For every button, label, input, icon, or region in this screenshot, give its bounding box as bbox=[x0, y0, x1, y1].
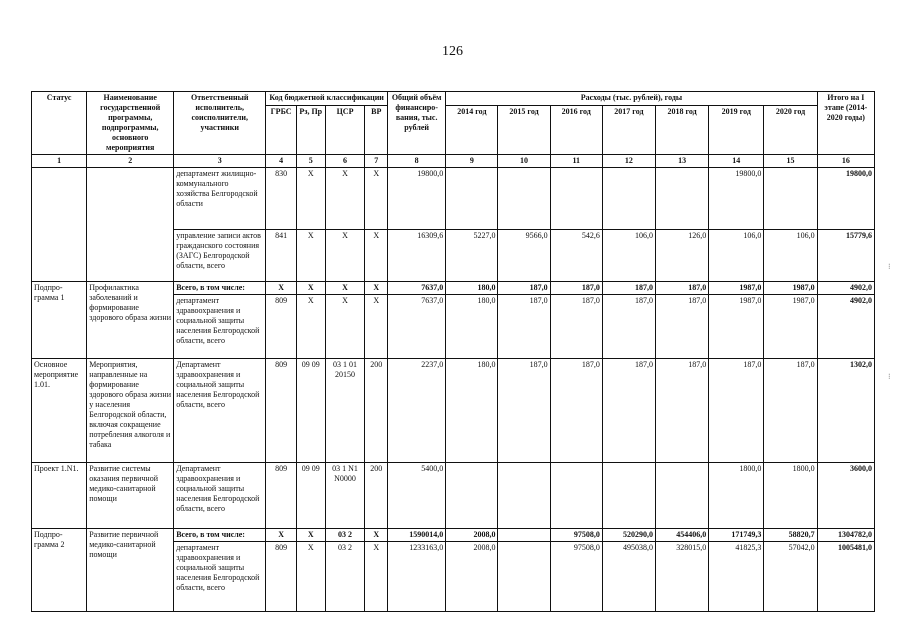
vr-cell: 200 bbox=[365, 463, 388, 529]
year-value-cell bbox=[446, 168, 498, 230]
year-value-cell: 1987,0 bbox=[764, 295, 817, 359]
year-value-cell bbox=[602, 168, 655, 230]
table-row bbox=[32, 168, 875, 230]
year-value-cell bbox=[498, 542, 550, 612]
header-year: 2017 год bbox=[602, 106, 655, 155]
year-value-cell: 187,0 bbox=[550, 282, 602, 295]
column-number: 11 bbox=[550, 155, 602, 168]
page-number: 126 bbox=[442, 44, 463, 59]
program-name-cell bbox=[87, 168, 174, 282]
vr-cell: X bbox=[365, 295, 388, 359]
rz-pr-cell: X bbox=[296, 168, 325, 230]
header-total-volume: Общий объём финансиро-вания, тыс. рублей bbox=[388, 92, 446, 155]
year-value-cell: 180,0 bbox=[446, 359, 498, 463]
csr-cell: X bbox=[325, 282, 365, 295]
budget-table bbox=[31, 91, 875, 612]
year-value-cell: 2008,0 bbox=[446, 529, 498, 542]
year-value-cell: 97508,0 bbox=[550, 542, 602, 612]
responsible-cell: Всего, в том числе: bbox=[174, 529, 266, 542]
header-responsible: Ответственный исполнитель, соисполнители, участники bbox=[174, 92, 266, 155]
table-row bbox=[32, 529, 875, 542]
responsible-cell: департамент жилищно-коммунального хозяйства Белгородской области bbox=[174, 168, 266, 230]
year-value-cell: 187,0 bbox=[602, 359, 655, 463]
total-volume-cell: 16309,6 bbox=[388, 230, 446, 282]
status-cell: Проект 1.N1. bbox=[32, 463, 87, 529]
csr-cell: 03 2 bbox=[325, 542, 365, 612]
year-value-cell: 1987,0 bbox=[764, 282, 817, 295]
column-number: 5 bbox=[296, 155, 325, 168]
year-value-cell: 187,0 bbox=[602, 282, 655, 295]
stage-total-cell: 19800,0 bbox=[817, 168, 874, 230]
column-number: 13 bbox=[656, 155, 709, 168]
year-value-cell bbox=[602, 463, 655, 529]
year-value-cell: 97508,0 bbox=[550, 529, 602, 542]
header-expenses: Расходы (тыс. рублей), годы bbox=[446, 92, 817, 106]
csr-cell: 03 2 bbox=[325, 529, 365, 542]
header-year: 2015 год bbox=[498, 106, 550, 155]
responsible-cell: управление записи актов гражданского состояния (ЗАГС) Белгородской области, всего bbox=[174, 230, 266, 282]
year-value-cell: 106,0 bbox=[764, 230, 817, 282]
header-year: 2014 год bbox=[446, 106, 498, 155]
responsible-cell: Всего, в том числе: bbox=[174, 282, 266, 295]
year-value-cell: 187,0 bbox=[550, 359, 602, 463]
csr-cell: 03 1 01 20150 bbox=[325, 359, 365, 463]
stage-total-cell: 1302,0 bbox=[817, 359, 874, 463]
year-value-cell: 58820,7 bbox=[764, 529, 817, 542]
year-value-cell: 495038,0 bbox=[602, 542, 655, 612]
table-row bbox=[32, 463, 875, 529]
total-volume-cell: 5400,0 bbox=[388, 463, 446, 529]
year-value-cell: 5227,0 bbox=[446, 230, 498, 282]
year-value-cell: 187,0 bbox=[602, 295, 655, 359]
column-number: 4 bbox=[266, 155, 297, 168]
scan-mark: ⁝ bbox=[888, 372, 891, 381]
year-value-cell: 9566,0 bbox=[498, 230, 550, 282]
total-volume-cell: 7637,0 bbox=[388, 282, 446, 295]
header-total-stage: Итого на I этапе (2014-2020 годы) bbox=[817, 92, 874, 155]
grbs-cell: 809 bbox=[266, 295, 297, 359]
year-value-cell bbox=[498, 529, 550, 542]
header-vr: ВР bbox=[365, 106, 388, 155]
header-year: 2016 год bbox=[550, 106, 602, 155]
header-year: 2019 год bbox=[709, 106, 764, 155]
year-value-cell: 187,0 bbox=[656, 295, 709, 359]
csr-cell: X bbox=[325, 295, 365, 359]
grbs-cell: 809 bbox=[266, 359, 297, 463]
responsible-cell: департамент здравоохранения и социальной защиты населения Белгородской области, всего bbox=[174, 295, 266, 359]
column-number: 2 bbox=[87, 155, 174, 168]
year-value-cell bbox=[498, 168, 550, 230]
year-value-cell bbox=[764, 168, 817, 230]
table-row bbox=[32, 359, 875, 463]
total-volume-cell: 7637,0 bbox=[388, 295, 446, 359]
year-value-cell bbox=[656, 168, 709, 230]
year-value-cell: 187,0 bbox=[498, 295, 550, 359]
year-value-cell: 1987,0 bbox=[709, 295, 764, 359]
year-value-cell: 106,0 bbox=[709, 230, 764, 282]
year-value-cell: 187,0 bbox=[656, 282, 709, 295]
year-value-cell: 106,0 bbox=[602, 230, 655, 282]
stage-total-cell: 3600,0 bbox=[817, 463, 874, 529]
year-value-cell bbox=[498, 463, 550, 529]
stage-total-cell: 4902,0 bbox=[817, 282, 874, 295]
grbs-cell: 830 bbox=[266, 168, 297, 230]
stage-total-cell: 15779,6 bbox=[817, 230, 874, 282]
year-value-cell: 180,0 bbox=[446, 282, 498, 295]
header-year: 2018 год bbox=[656, 106, 709, 155]
header-csr: ЦСР bbox=[325, 106, 365, 155]
year-value-cell bbox=[550, 168, 602, 230]
csr-cell: X bbox=[325, 230, 365, 282]
column-number: 12 bbox=[602, 155, 655, 168]
program-name-cell: Развитие первичной медико-санитарной помощи bbox=[87, 529, 174, 612]
year-value-cell: 1800,0 bbox=[764, 463, 817, 529]
column-number-row bbox=[32, 155, 875, 168]
stage-total-cell: 1304782,0 bbox=[817, 529, 874, 542]
column-number: 10 bbox=[498, 155, 550, 168]
stage-total-cell: 4902,0 bbox=[817, 295, 874, 359]
rz-pr-cell: X bbox=[296, 542, 325, 612]
rz-pr-cell: X bbox=[296, 230, 325, 282]
year-value-cell: 454406,0 bbox=[656, 529, 709, 542]
year-value-cell: 1800,0 bbox=[709, 463, 764, 529]
vr-cell: X bbox=[365, 230, 388, 282]
year-value-cell: 180,0 bbox=[446, 295, 498, 359]
year-value-cell bbox=[550, 463, 602, 529]
status-cell bbox=[32, 168, 87, 282]
year-value-cell: 328015,0 bbox=[656, 542, 709, 612]
status-cell: Подпро-грамма 1 bbox=[32, 282, 87, 359]
year-value-cell: 2008,0 bbox=[446, 542, 498, 612]
total-volume-cell: 2237,0 bbox=[388, 359, 446, 463]
year-value-cell: 520290,0 bbox=[602, 529, 655, 542]
rz-pr-cell: 09 09 bbox=[296, 359, 325, 463]
vr-cell: 200 bbox=[365, 359, 388, 463]
grbs-cell: 841 bbox=[266, 230, 297, 282]
header-grbs: ГРБС bbox=[266, 106, 297, 155]
column-number: 8 bbox=[388, 155, 446, 168]
year-value-cell: 19800,0 bbox=[709, 168, 764, 230]
year-value-cell: 187,0 bbox=[764, 359, 817, 463]
total-volume-cell: 1590014,0 bbox=[388, 529, 446, 542]
responsible-cell: Департамент здравоохранения и социальной защиты населения Белгородской области, всего bbox=[174, 463, 266, 529]
grbs-cell: X bbox=[266, 529, 297, 542]
column-number: 6 bbox=[325, 155, 365, 168]
year-value-cell: 187,0 bbox=[550, 295, 602, 359]
year-value-cell: 1987,0 bbox=[709, 282, 764, 295]
responsible-cell: департамент здравоохранения и социальной защиты населения Белгородской области, всего bbox=[174, 542, 266, 612]
responsible-cell: Департамент здравоохранения и социальной защиты населения Белгородской области, всего bbox=[174, 359, 266, 463]
column-number: 3 bbox=[174, 155, 266, 168]
column-number: 9 bbox=[446, 155, 498, 168]
header-rz-pr: Рз, Пр bbox=[296, 106, 325, 155]
program-name-cell: Развитие системы оказания первичной медико-санитарной помощи bbox=[87, 463, 174, 529]
vr-cell: X bbox=[365, 168, 388, 230]
header-program-name: Наименование государственной программы, подпрограммы, основного мероприятия bbox=[87, 92, 174, 155]
year-value-cell bbox=[446, 463, 498, 529]
csr-cell: 03 1 N1 N0000 bbox=[325, 463, 365, 529]
year-value-cell: 187,0 bbox=[709, 359, 764, 463]
year-value-cell: 41825,3 bbox=[709, 542, 764, 612]
grbs-cell: 809 bbox=[266, 463, 297, 529]
stage-total-cell: 1005481,0 bbox=[817, 542, 874, 612]
program-name-cell: Профилактика заболеваний и формирование здорового образа жизни bbox=[87, 282, 174, 359]
column-number: 14 bbox=[709, 155, 764, 168]
status-cell: Подпро-грамма 2 bbox=[32, 529, 87, 612]
column-number: 15 bbox=[764, 155, 817, 168]
rz-pr-cell: X bbox=[296, 282, 325, 295]
year-value-cell: 126,0 bbox=[656, 230, 709, 282]
column-number: 16 bbox=[817, 155, 874, 168]
year-value-cell: 542,6 bbox=[550, 230, 602, 282]
vr-cell: X bbox=[365, 542, 388, 612]
program-name-cell: Мероприятия, направленные на формирование здорового образа жизни у населения Белгородской области, включая сокращение потребления алкоголя и табака bbox=[87, 359, 174, 463]
table-body bbox=[32, 168, 875, 612]
total-volume-cell: 19800,0 bbox=[388, 168, 446, 230]
rz-pr-cell: 09 09 bbox=[296, 463, 325, 529]
year-value-cell: 187,0 bbox=[498, 359, 550, 463]
table-row bbox=[32, 282, 875, 295]
year-value-cell bbox=[656, 463, 709, 529]
grbs-cell: X bbox=[266, 282, 297, 295]
rz-pr-cell: X bbox=[296, 529, 325, 542]
rz-pr-cell: X bbox=[296, 295, 325, 359]
column-number: 1 bbox=[32, 155, 87, 168]
year-value-cell: 187,0 bbox=[498, 282, 550, 295]
vr-cell: X bbox=[365, 529, 388, 542]
year-value-cell: 57042,0 bbox=[764, 542, 817, 612]
grbs-cell: 809 bbox=[266, 542, 297, 612]
header-status: Статус bbox=[32, 92, 87, 155]
status-cell: Основное мероприятие 1.01. bbox=[32, 359, 87, 463]
year-value-cell: 171749,3 bbox=[709, 529, 764, 542]
column-number: 7 bbox=[365, 155, 388, 168]
header-year: 2020 год bbox=[764, 106, 817, 155]
vr-cell: X bbox=[365, 282, 388, 295]
scan-mark: ⁝ bbox=[888, 262, 891, 271]
csr-cell: X bbox=[325, 168, 365, 230]
header-budget-code: Код бюджетной классификации bbox=[266, 92, 388, 106]
total-volume-cell: 1233163,0 bbox=[388, 542, 446, 612]
year-value-cell: 187,0 bbox=[656, 359, 709, 463]
